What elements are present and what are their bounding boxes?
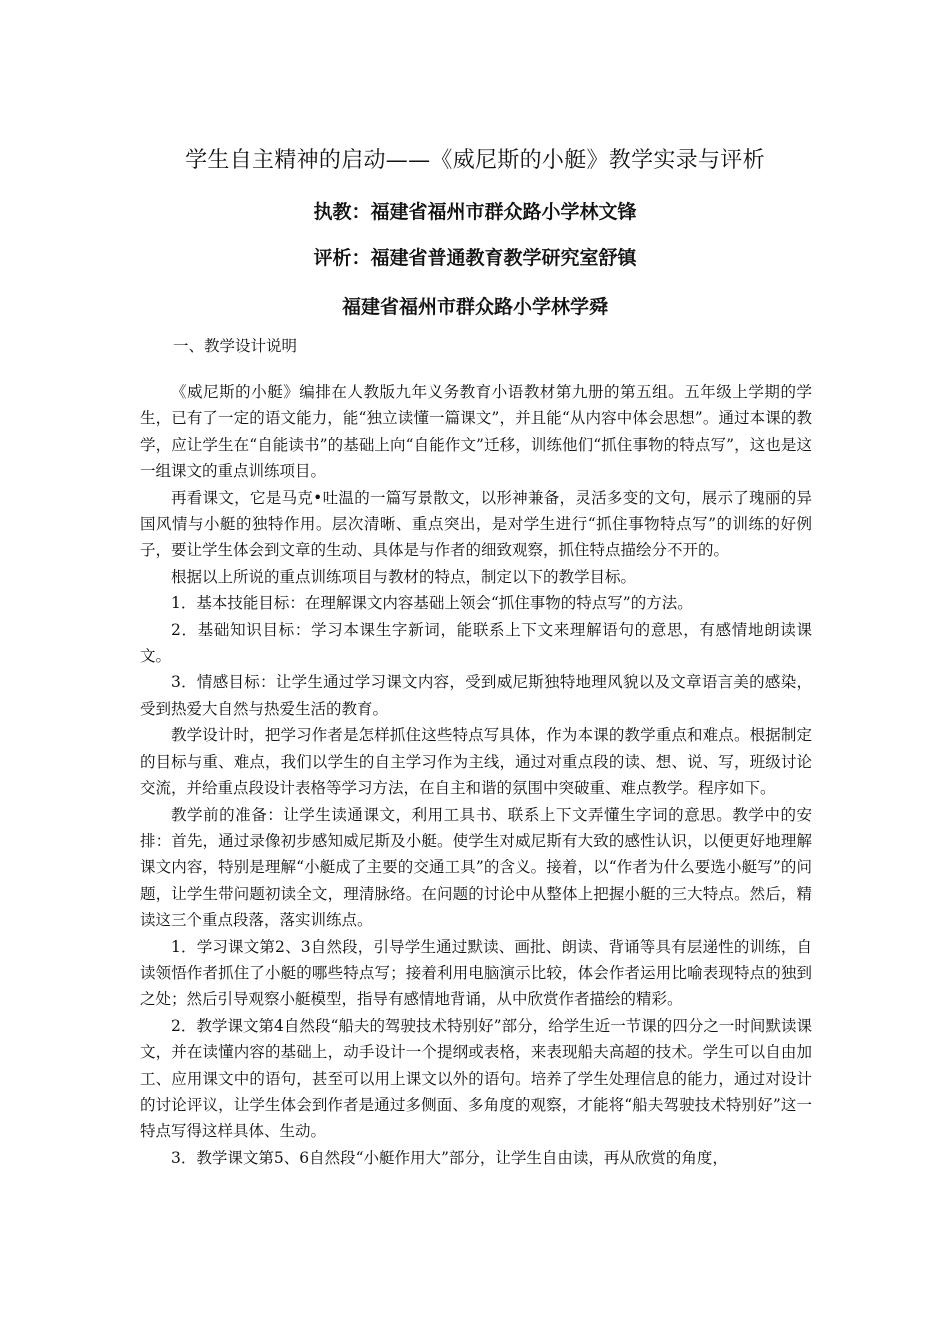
byline-reviewer-2: 福建省福州市群众路小学林学舜 bbox=[341, 296, 608, 318]
section-heading: 一、教学设计说明 bbox=[173, 337, 298, 355]
paragraph-preparation: 教学前的准备：让学生读通课文，利用工具书、联系上下文弄懂生字词的意思。教学中的安排：首先，通过录像初步感知威尼斯及小艇。使学生对威尼斯有大致的感性认识，以便更好地理解课文内容，特别是理解“小艇成了主要的交通工具”的含义。接着，以“作者为什么要选小艇写”的问题，让学生带问题初读全文，理清脉络。在问题的讨论中从整体上把握小艇的三大特点。然后，精读这三个重点段落，落实训练点。 bbox=[140, 805, 812, 930]
paragraph-goal-skill: 1．基本技能目标：在理解课文内容基础上领会“抓住事物的特点写”的方法。 bbox=[171, 594, 693, 613]
paragraph-goal-knowledge: 2．基础知识目标：学习本课生字新词，能联系上下文来理解语句的意思，有感情地朗读课文。 bbox=[140, 620, 812, 666]
paragraph-intro: 《威尼斯的小艇》编排在人教版九年义务教育小语教材第九册的第五组。五年级上学期的学生，已有了一定的语文能力，能“独立读懂一篇课文”，并且能“从内容中体会思想”。通过本课的教学，应让学生在“自能读书”的基础上向“自能作文”迁移，训练他们“抓住事物的特点写”，这也是这一组课文的重点训练项目。 bbox=[140, 383, 812, 481]
paragraph-goals-intro: 根据以上所说的重点训练项目与教材的特点，制定以下的教学目标。 bbox=[171, 567, 637, 586]
document-title: 学生自主精神的启动——《威尼斯的小艇》教学实录与评析 bbox=[185, 148, 765, 173]
byline-teacher: 执教：福建省福州市群众路小学林文锋 bbox=[313, 201, 637, 223]
paragraph-goal-emotion: 3．情感目标：让学生通过学习课文内容，受到威尼斯独特地理风貌以及文章语言美的感染，受到热爱大自然与热爱生活的教育。 bbox=[140, 673, 812, 718]
paragraph-step-2: 2．教学课文第4自然段“船夫的驾驶技术特别好”部分，给学生近一节课的四分之一时间默读课文，并在读懂内容的基础上，动手设计一个提纲或表格，来表现船夫高超的技术。学生可以自由加工、应用课文中的语句，甚至可以用上课文以外的语句。培养了学生处理信息的能力，通过对设计的讨论评议，让学生体会到作者是通过多侧面、多角度的观察，才能将“船夫驾驶技术特别好”这一特点写得这样具体、生动。 bbox=[140, 1016, 812, 1141]
paragraph-step-1: 1．学习课文第2、3自然段，引导学生通过默读、画批、朗读、背诵等具有层递性的训练，自读领悟作者抓住了小艇的哪些特点写；接着利用电脑演示比较，体会作者运用比喻表现特点的独到之处；然后引导观察小艇模型，指导有感情地背诵，从中欣赏作者描绘的精彩。 bbox=[140, 937, 812, 1009]
paragraph-text-analysis: 再看课文，它是马克•吐温的一篇写景散文，以形神兼备，灵活多变的文句，展示了瑰丽的异国风情与小艇的独特作用。层次清晰、重点突出，是对学生进行“抓住事物特点写”的训练的好例子，要让学生体会到文章的生动、具体是与作者的细致观察，抓住特点描绘分不开的。 bbox=[140, 488, 812, 560]
paragraph-step-3: 3．教学课文第5、6自然段“小艇作用大”部分，让学生自由读，再从欣赏的角度， bbox=[171, 1148, 728, 1167]
paragraph-design: 教学设计时，把学习作者是怎样抓住这些特点写具体，作为本课的教学重点和难点。根据制定的目标与重、难点，我们以学生的自主学习作为主线，通过对重点段的读、想、说、写，班级讨论交流，并给重点段设计表格等学习方法，在自主和谐的氛围中突破重、难点教学。程序如下。 bbox=[140, 726, 812, 798]
body-text bbox=[140, 379, 812, 1171]
byline-reviewer: 评析：福建省普通教育教学研究室舒镇 bbox=[313, 247, 637, 269]
